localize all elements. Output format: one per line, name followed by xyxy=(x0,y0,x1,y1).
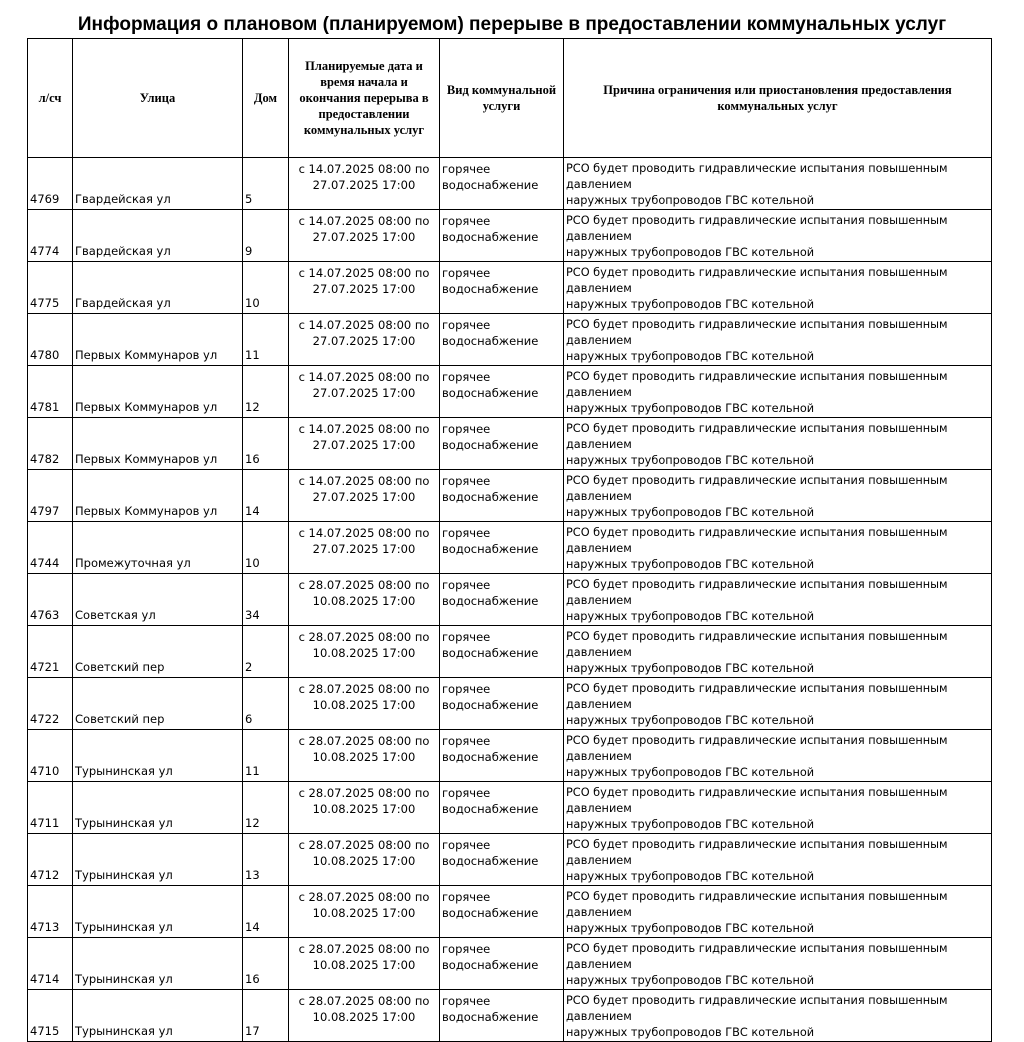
reason-line-1: РСО будет проводить гидравлические испытания повышенным давлением xyxy=(566,994,948,1023)
period-end: 10.08.2025 17:00 xyxy=(312,854,416,868)
period-end: 27.07.2025 17:00 xyxy=(312,282,416,296)
reason-line-1: РСО будет проводить гидравлические испытания повышенным давлением xyxy=(566,630,948,659)
service-line-1: горячее xyxy=(442,318,491,332)
service-line-1: горячее xyxy=(442,526,491,540)
service-line-1: горячее xyxy=(442,422,491,436)
service-cell xyxy=(440,886,564,938)
street-cell: Гвардейская ул xyxy=(73,210,243,262)
account-cell: 4781 xyxy=(28,366,73,418)
reason-cell xyxy=(564,262,992,314)
reason-line-1: РСО будет проводить гидравлические испытания повышенным давлением xyxy=(566,838,948,867)
house-cell: 11 xyxy=(243,730,289,782)
house-cell: 16 xyxy=(243,418,289,470)
table-row xyxy=(28,782,992,834)
column-header-service: Вид коммунальной услуги xyxy=(440,39,564,158)
reason-cell xyxy=(564,158,992,210)
period-start: с 14.07.2025 08:00 по xyxy=(298,422,430,436)
service-line-2: водоснабжение xyxy=(442,542,539,556)
house-cell: 13 xyxy=(243,834,289,886)
reason-line-2: наружных трубопроводов ГВС котельной xyxy=(566,922,815,935)
table-row xyxy=(28,210,992,262)
period-cell xyxy=(289,210,440,262)
reason-cell xyxy=(564,678,992,730)
service-line-1: горячее xyxy=(442,578,491,592)
account-cell: 4713 xyxy=(28,886,73,938)
account-cell: 4780 xyxy=(28,314,73,366)
table-row xyxy=(28,366,992,418)
table-row xyxy=(28,678,992,730)
service-line-2: водоснабжение xyxy=(442,958,539,972)
table-row xyxy=(28,886,992,938)
period-cell xyxy=(289,314,440,366)
period-start: с 14.07.2025 08:00 по xyxy=(298,162,430,176)
service-cell xyxy=(440,210,564,262)
service-cell xyxy=(440,938,564,990)
period-cell xyxy=(289,730,440,782)
house-cell: 12 xyxy=(243,366,289,418)
house-cell: 6 xyxy=(243,678,289,730)
period-cell xyxy=(289,626,440,678)
reason-line-2: наружных трубопроводов ГВС котельной xyxy=(566,350,815,363)
reason-cell xyxy=(564,626,992,678)
house-cell: 14 xyxy=(243,886,289,938)
period-end: 10.08.2025 17:00 xyxy=(312,698,416,712)
service-cell xyxy=(440,366,564,418)
account-cell: 4797 xyxy=(28,470,73,522)
reason-cell xyxy=(564,418,992,470)
reason-line-1: РСО будет проводить гидравлические испытания повышенным давлением xyxy=(566,526,948,555)
reason-line-2: наружных трубопроводов ГВС котельной xyxy=(566,194,815,207)
column-header-street: Улица xyxy=(73,39,243,158)
account-cell: 4711 xyxy=(28,782,73,834)
service-line-2: водоснабжение xyxy=(442,698,539,712)
period-start: с 14.07.2025 08:00 по xyxy=(298,474,430,488)
column-header-account: л/сч xyxy=(28,39,73,158)
reason-cell xyxy=(564,938,992,990)
account-cell: 4715 xyxy=(28,990,73,1042)
reason-line-2: наружных трубопроводов ГВС котельной xyxy=(566,870,815,883)
service-line-2: водоснабжение xyxy=(442,230,539,244)
reason-cell xyxy=(564,886,992,938)
table-row xyxy=(28,938,992,990)
account-cell: 4712 xyxy=(28,834,73,886)
service-line-2: водоснабжение xyxy=(442,438,539,452)
service-line-2: водоснабжение xyxy=(442,1010,539,1024)
street-cell: Первых Коммунаров ул xyxy=(73,366,243,418)
reason-line-2: наружных трубопроводов ГВС котельной xyxy=(566,974,815,987)
period-end: 10.08.2025 17:00 xyxy=(312,906,416,920)
period-cell xyxy=(289,418,440,470)
table-row xyxy=(28,158,992,210)
service-line-2: водоснабжение xyxy=(442,854,539,868)
reason-line-2: наружных трубопроводов ГВС котельной xyxy=(566,558,815,571)
period-start: с 28.07.2025 08:00 по xyxy=(298,734,430,748)
account-cell: 4744 xyxy=(28,522,73,574)
street-cell: Первых Коммунаров ул xyxy=(73,418,243,470)
account-cell: 4710 xyxy=(28,730,73,782)
reason-line-2: наружных трубопроводов ГВС котельной xyxy=(566,1026,815,1039)
service-line-1: горячее xyxy=(442,370,491,384)
outage-table xyxy=(27,38,992,1042)
reason-line-2: наружных трубопроводов ГВС котельной xyxy=(566,662,815,675)
reason-line-1: РСО будет проводить гидравлические испытания повышенным давлением xyxy=(566,214,948,243)
reason-line-1: РСО будет проводить гидравлические испытания повышенным давлением xyxy=(566,318,948,347)
period-start: с 14.07.2025 08:00 по xyxy=(298,318,430,332)
table-row xyxy=(28,522,992,574)
reason-line-1: РСО будет проводить гидравлические испытания повышенным давлением xyxy=(566,162,948,191)
street-cell: Первых Коммунаров ул xyxy=(73,314,243,366)
account-cell: 4775 xyxy=(28,262,73,314)
account-cell: 4763 xyxy=(28,574,73,626)
account-cell: 4782 xyxy=(28,418,73,470)
period-end: 27.07.2025 17:00 xyxy=(312,178,416,192)
period-start: с 14.07.2025 08:00 по xyxy=(298,526,430,540)
street-cell: Промежуточная ул xyxy=(73,522,243,574)
street-cell: Первых Коммунаров ул xyxy=(73,470,243,522)
service-line-1: горячее xyxy=(442,266,491,280)
period-start: с 28.07.2025 08:00 по xyxy=(298,786,430,800)
table-row xyxy=(28,626,992,678)
reason-cell xyxy=(564,314,992,366)
period-end: 10.08.2025 17:00 xyxy=(312,750,416,764)
period-start: с 28.07.2025 08:00 по xyxy=(298,682,430,696)
service-line-1: горячее xyxy=(442,994,491,1008)
service-line-2: водоснабжение xyxy=(442,490,539,504)
table-row xyxy=(28,470,992,522)
account-cell: 4774 xyxy=(28,210,73,262)
period-end: 27.07.2025 17:00 xyxy=(312,386,416,400)
reason-line-1: РСО будет проводить гидравлические испытания повышенным давлением xyxy=(566,422,948,451)
period-end: 10.08.2025 17:00 xyxy=(312,1010,416,1024)
period-end: 10.08.2025 17:00 xyxy=(312,958,416,972)
service-line-2: водоснабжение xyxy=(442,334,539,348)
period-cell xyxy=(289,470,440,522)
table-row xyxy=(28,418,992,470)
house-cell: 11 xyxy=(243,314,289,366)
reason-line-1: РСО будет проводить гидравлические испытания повышенным давлением xyxy=(566,786,948,815)
period-cell xyxy=(289,574,440,626)
reason-cell xyxy=(564,574,992,626)
table-row xyxy=(28,314,992,366)
table-body xyxy=(28,158,992,1042)
reason-line-1: РСО будет проводить гидравлические испытания повышенным давлением xyxy=(566,474,948,503)
reason-line-2: наружных трубопроводов ГВС котельной xyxy=(566,610,815,623)
period-start: с 28.07.2025 08:00 по xyxy=(298,994,430,1008)
service-cell xyxy=(440,522,564,574)
street-cell: Гвардейская ул xyxy=(73,158,243,210)
period-cell xyxy=(289,938,440,990)
service-line-2: водоснабжение xyxy=(442,646,539,660)
service-cell xyxy=(440,990,564,1042)
reason-line-2: наружных трубопроводов ГВС котельной xyxy=(566,246,815,259)
street-cell: Турынинская ул xyxy=(73,782,243,834)
service-cell xyxy=(440,730,564,782)
service-line-2: водоснабжение xyxy=(442,906,539,920)
service-line-1: горячее xyxy=(442,786,491,800)
service-cell xyxy=(440,782,564,834)
reason-line-2: наружных трубопроводов ГВС котельной xyxy=(566,402,815,415)
service-cell xyxy=(440,158,564,210)
column-header-reason: Причина ограничения или приостановления предоставления коммунальных услуг xyxy=(564,39,992,158)
column-header-period: Планируемые дата и время начала и окончания перерыва в предоставлении коммунальных услуг xyxy=(289,39,440,158)
header-row xyxy=(28,39,992,158)
service-line-1: горячее xyxy=(442,838,491,852)
service-line-2: водоснабжение xyxy=(442,594,539,608)
service-line-1: горячее xyxy=(442,890,491,904)
reason-cell xyxy=(564,470,992,522)
period-cell xyxy=(289,158,440,210)
column-header-house: Дом xyxy=(243,39,289,158)
house-cell: 14 xyxy=(243,470,289,522)
table-row xyxy=(28,990,992,1042)
service-line-2: водоснабжение xyxy=(442,802,539,816)
reason-line-2: наружных трубопроводов ГВС котельной xyxy=(566,506,815,519)
house-cell: 16 xyxy=(243,938,289,990)
house-cell: 10 xyxy=(243,262,289,314)
service-line-2: водоснабжение xyxy=(442,178,539,192)
street-cell: Советский пер xyxy=(73,626,243,678)
service-line-2: водоснабжение xyxy=(442,386,539,400)
period-end: 27.07.2025 17:00 xyxy=(312,438,416,452)
reason-line-2: наружных трубопроводов ГВС котельной xyxy=(566,818,815,831)
service-line-1: горячее xyxy=(442,682,491,696)
table-row xyxy=(28,574,992,626)
period-end: 27.07.2025 17:00 xyxy=(312,490,416,504)
service-line-2: водоснабжение xyxy=(442,282,539,296)
reason-line-2: наружных трубопроводов ГВС котельной xyxy=(566,766,815,779)
reason-cell xyxy=(564,990,992,1042)
reason-line-1: РСО будет проводить гидравлические испытания повышенным давлением xyxy=(566,370,948,399)
reason-cell xyxy=(564,210,992,262)
reason-line-1: РСО будет проводить гидравлические испытания повышенным давлением xyxy=(566,734,948,763)
period-start: с 28.07.2025 08:00 по xyxy=(298,890,430,904)
period-start: с 14.07.2025 08:00 по xyxy=(298,266,430,280)
period-end: 27.07.2025 17:00 xyxy=(312,542,416,556)
period-cell xyxy=(289,782,440,834)
reason-cell xyxy=(564,730,992,782)
period-end: 10.08.2025 17:00 xyxy=(312,802,416,816)
service-line-1: горячее xyxy=(442,942,491,956)
house-cell: 10 xyxy=(243,522,289,574)
reason-line-1: РСО будет проводить гидравлические испытания повышенным давлением xyxy=(566,890,948,919)
service-cell xyxy=(440,314,564,366)
period-end: 10.08.2025 17:00 xyxy=(312,594,416,608)
period-start: с 28.07.2025 08:00 по xyxy=(298,630,430,644)
street-cell: Турынинская ул xyxy=(73,834,243,886)
service-cell xyxy=(440,678,564,730)
reason-line-2: наружных трубопроводов ГВС котельной xyxy=(566,454,815,467)
table-row xyxy=(28,262,992,314)
service-line-1: горячее xyxy=(442,162,491,176)
service-cell xyxy=(440,470,564,522)
service-line-2: водоснабжение xyxy=(442,750,539,764)
period-cell xyxy=(289,262,440,314)
house-cell: 9 xyxy=(243,210,289,262)
street-cell: Советская ул xyxy=(73,574,243,626)
reason-line-1: РСО будет проводить гидравлические испытания повышенным давлением xyxy=(566,942,948,971)
period-start: с 28.07.2025 08:00 по xyxy=(298,942,430,956)
period-start: с 28.07.2025 08:00 по xyxy=(298,578,430,592)
period-end: 27.07.2025 17:00 xyxy=(312,334,416,348)
house-cell: 2 xyxy=(243,626,289,678)
period-start: с 28.07.2025 08:00 по xyxy=(298,838,430,852)
period-end: 27.07.2025 17:00 xyxy=(312,230,416,244)
house-cell: 5 xyxy=(243,158,289,210)
service-line-1: горячее xyxy=(442,214,491,228)
reason-line-1: РСО будет проводить гидравлические испытания повышенным давлением xyxy=(566,682,948,711)
account-cell: 4714 xyxy=(28,938,73,990)
account-cell: 4722 xyxy=(28,678,73,730)
street-cell: Турынинская ул xyxy=(73,938,243,990)
house-cell: 12 xyxy=(243,782,289,834)
service-cell xyxy=(440,418,564,470)
reason-cell xyxy=(564,522,992,574)
service-line-1: горячее xyxy=(442,630,491,644)
service-line-1: горячее xyxy=(442,734,491,748)
street-cell: Турынинская ул xyxy=(73,730,243,782)
period-cell xyxy=(289,990,440,1042)
period-end: 10.08.2025 17:00 xyxy=(312,646,416,660)
reason-cell xyxy=(564,366,992,418)
table-row xyxy=(28,730,992,782)
period-cell xyxy=(289,678,440,730)
period-start: с 14.07.2025 08:00 по xyxy=(298,214,430,228)
service-cell xyxy=(440,574,564,626)
reason-cell xyxy=(564,782,992,834)
reason-line-1: РСО будет проводить гидравлические испытания повышенным давлением xyxy=(566,578,948,607)
street-cell: Турынинская ул xyxy=(73,990,243,1042)
reason-line-2: наружных трубопроводов ГВС котельной xyxy=(566,298,815,311)
period-cell xyxy=(289,366,440,418)
reason-line-1: РСО будет проводить гидравлические испытания повышенным давлением xyxy=(566,266,948,295)
period-cell xyxy=(289,886,440,938)
service-cell xyxy=(440,626,564,678)
service-line-1: горячее xyxy=(442,474,491,488)
period-cell xyxy=(289,522,440,574)
service-cell xyxy=(440,262,564,314)
house-cell: 34 xyxy=(243,574,289,626)
street-cell: Турынинская ул xyxy=(73,886,243,938)
account-cell: 4721 xyxy=(28,626,73,678)
account-cell: 4769 xyxy=(28,158,73,210)
street-cell: Гвардейская ул xyxy=(73,262,243,314)
street-cell: Советский пер xyxy=(73,678,243,730)
document-title: Информация о плановом (планируемом) перерыве в предоставлении коммунальных услуг xyxy=(77,14,947,35)
reason-line-2: наружных трубопроводов ГВС котельной xyxy=(566,714,815,727)
house-cell: 17 xyxy=(243,990,289,1042)
period-start: с 14.07.2025 08:00 по xyxy=(298,370,430,384)
